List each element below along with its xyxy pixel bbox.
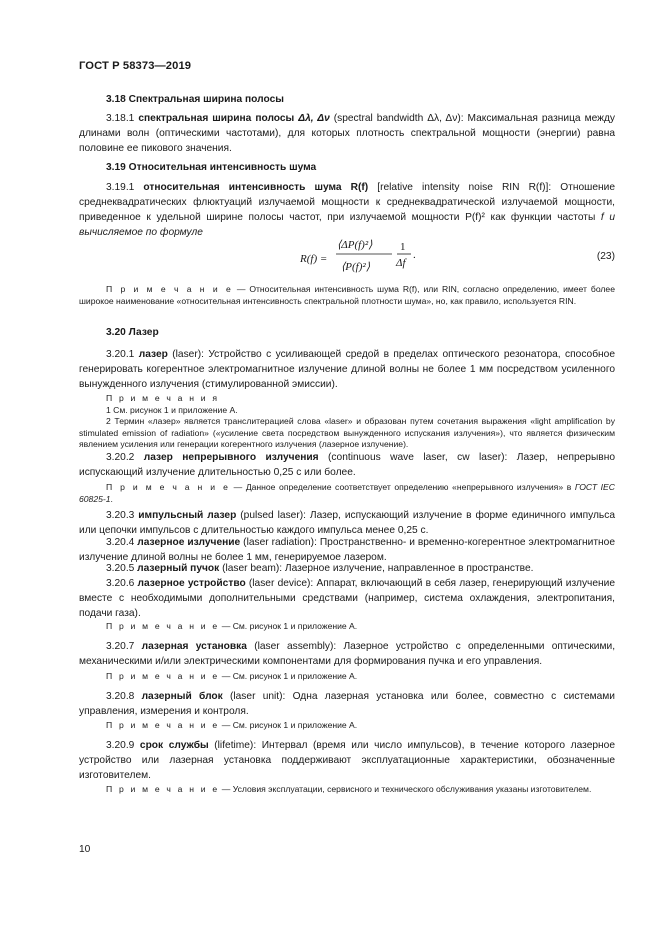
note-label: П р и м е ч а н и е bbox=[106, 784, 220, 794]
section-heading-3-19: 3.19 Относительная интенсивность шума bbox=[106, 162, 317, 173]
clause-number: 3.18.1 bbox=[106, 113, 139, 124]
equation-number: (23) bbox=[596, 251, 615, 262]
paragraph-3-20-8 bbox=[79, 689, 615, 719]
clause-number: 3.20.3 bbox=[106, 510, 139, 521]
definition: (lifetime): Интервал (время или число импульсов), в течение которого лазерное устройство или лазерная установка поддерживают эксплуатационные характеристики, обозначенные изготовителем. bbox=[79, 740, 615, 781]
formula-lhs: R(f) = bbox=[300, 253, 328, 265]
term: лазер непрерывного излучения bbox=[143, 452, 319, 463]
note-3-20-9 bbox=[79, 784, 615, 796]
clause-number: 3.20.5 bbox=[106, 563, 138, 574]
notes-3-20-1 bbox=[79, 393, 615, 416]
note-3-19 bbox=[79, 284, 615, 307]
paragraph-3-20-7 bbox=[79, 639, 615, 669]
paragraph-3-18-1 bbox=[79, 111, 615, 156]
definition: [relative intensity noise RIN R(f)]: Отношение среднеквадратических флюктуаций излучаемой мощности к среднеквадратической излучаемой мощности, приведенное к удельной ширине полосы частот, при излучаемой мощности P(f)² как функции частоты bbox=[79, 182, 616, 223]
clause-number: 3.20.1 bbox=[106, 349, 139, 360]
term: импульсный лазер bbox=[138, 510, 237, 521]
note-label: П р и м е ч а н и е bbox=[106, 482, 231, 492]
note-label: П р и м е ч а н и е bbox=[106, 671, 220, 681]
paragraph-3-20-2 bbox=[79, 450, 615, 480]
page-number: 10 bbox=[79, 844, 91, 855]
clause-number: 3.20.2 bbox=[106, 452, 144, 463]
formula-period: . bbox=[413, 249, 416, 261]
note-label: П р и м е ч а н и е bbox=[106, 284, 233, 294]
note-text: — Данное определение соответствует определению «непрерывного излучения» в bbox=[230, 482, 575, 492]
definition: (laser beam): Лазерное излучение, направленное в пространстве. bbox=[219, 563, 534, 574]
definition: (pulsed laser): Лазер, испускающий излучение в форме единичного импульса или цепочки импульсов с длительностью каждого импульса менее 0,25 с. bbox=[79, 510, 615, 536]
definition: (laser radiation): Пространственно- и временно-когерентное электромагнитное излучение длиной волны не более 1 мм, генерируемое лазером. bbox=[79, 537, 615, 563]
note-text: — Относительная интенсивность шума R(f), или RIN, согласно определению, имеет более широкое наименование «относительная интенсивность спектральной плотности шума», но, как правило, используется RIN. bbox=[79, 284, 615, 306]
note-text: — Условия эксплуатации, сервисного и технического обслуживания указаны изготовителем. bbox=[219, 784, 592, 794]
paragraph-3-20-5 bbox=[79, 561, 615, 576]
notes-label: П р и м е ч а н и я bbox=[106, 393, 220, 403]
note-3-20-2 bbox=[79, 482, 615, 505]
term: лазерная установка bbox=[141, 641, 247, 652]
paragraph-3-20-1 bbox=[79, 347, 615, 392]
formula-numerator: ⟨ΔP(f)²⟩ bbox=[337, 239, 373, 251]
definition: (laser device): Аппарат, включающий в себя лазер, генерирующий излучение вместе с необходимыми дополнительными средствами (например, система охлаждения, электропитания, подачи газа). bbox=[79, 578, 615, 619]
formula-delta-f: Δf bbox=[396, 257, 406, 269]
clause-number: 3.20.6 bbox=[106, 578, 138, 589]
definition: (laser unit): Одна лазерная установка или более, совместно с системами управления, измерения и контроля. bbox=[79, 691, 615, 717]
note-reference: ГОСТ IEC 60825-1 bbox=[79, 482, 615, 504]
formula-23 bbox=[79, 232, 615, 280]
note-label: П р и м е ч а н и е bbox=[106, 720, 220, 730]
definition: (laser assembly): Лазерное устройство с определенными оптическими, механическими и/или электрическими компонентами для формирования пучка и его управления. bbox=[79, 641, 616, 667]
formula-denominator: ⟨P(f)²⟩ bbox=[341, 261, 370, 273]
paragraph-3-20-3 bbox=[79, 508, 615, 538]
paragraph-3-19-1 bbox=[79, 180, 615, 240]
term: лазерное устройство bbox=[137, 578, 246, 589]
definition: (spectral bandwidth Δλ, Δν): Максимальная разница между длинами волн (оптическими частотами), для которых плотность спектральной мощности (энергии) равна половине ее пикового значения. bbox=[79, 113, 616, 154]
definition: (laser): Устройство с усиливающей средой в пределах оптического резонатора, способное генерировать когерентное электромагнитное излучение длиной волны не более 1 мм посредством усиленного вынужденного излучения (стимулированной эмиссии). bbox=[79, 349, 616, 390]
section-heading-3-18: 3.18 Спектральная ширина полосы bbox=[106, 94, 284, 105]
paragraph-3-20-9 bbox=[79, 738, 615, 783]
note-end: . bbox=[110, 493, 113, 504]
note-text: — См. рисунок 1 и приложение А. bbox=[219, 720, 358, 730]
formula-graphic bbox=[300, 232, 500, 280]
clause-number: 3.20.9 bbox=[106, 740, 140, 751]
note-label: П р и м е ч а н и е bbox=[106, 621, 220, 631]
formula-one: 1 bbox=[400, 241, 406, 253]
note-3-20-8 bbox=[79, 720, 615, 732]
clause-number: 3.20.8 bbox=[106, 691, 142, 702]
term: относительная интенсивность шума R(f) bbox=[143, 182, 369, 193]
clause-number: 3.20.7 bbox=[106, 641, 142, 652]
term: лазерный пучок bbox=[137, 563, 220, 574]
term: лазерное излучение bbox=[137, 537, 241, 548]
note-3-20-7 bbox=[79, 671, 615, 683]
paragraph-3-20-6 bbox=[79, 576, 615, 621]
note-1: 1 См. рисунок 1 и приложение А. bbox=[106, 404, 238, 415]
definition-tail: f и вычисляемое по формуле bbox=[79, 212, 616, 238]
clause-number: 3.20.4 bbox=[106, 537, 138, 548]
note-text: — См. рисунок 1 и приложение А. bbox=[219, 671, 358, 681]
term-symbol: Δλ, Δν bbox=[294, 113, 330, 124]
standard-header: ГОСТ Р 58373—2019 bbox=[79, 60, 192, 72]
term: срок службы bbox=[139, 740, 209, 751]
term: лазер bbox=[138, 349, 168, 360]
note-3-20-6 bbox=[79, 621, 615, 633]
note-2: 2 Термин «лазер» является транслитерацией слова «laser» и образован путем сочетания выражения «light amplification by stimulated emission of radiation» («усиление света посредством вынужденного испускания излучения»), что является физическим явлением усиления или генерации когерентного излучения (лазерное излучение). bbox=[79, 416, 615, 449]
note-text: — См. рисунок 1 и приложение А. bbox=[219, 621, 358, 631]
clause-number: 3.19.1 bbox=[106, 182, 144, 193]
section-heading-3-20: 3.20 Лазер bbox=[106, 327, 159, 338]
definition: (continuous wave laser, cw laser): Лазер, непрерывно испускающий излучение длительностью 0,25 с или более. bbox=[79, 452, 615, 478]
term: спектральная ширина полосы bbox=[138, 113, 295, 124]
term: лазерный блок bbox=[141, 691, 223, 702]
